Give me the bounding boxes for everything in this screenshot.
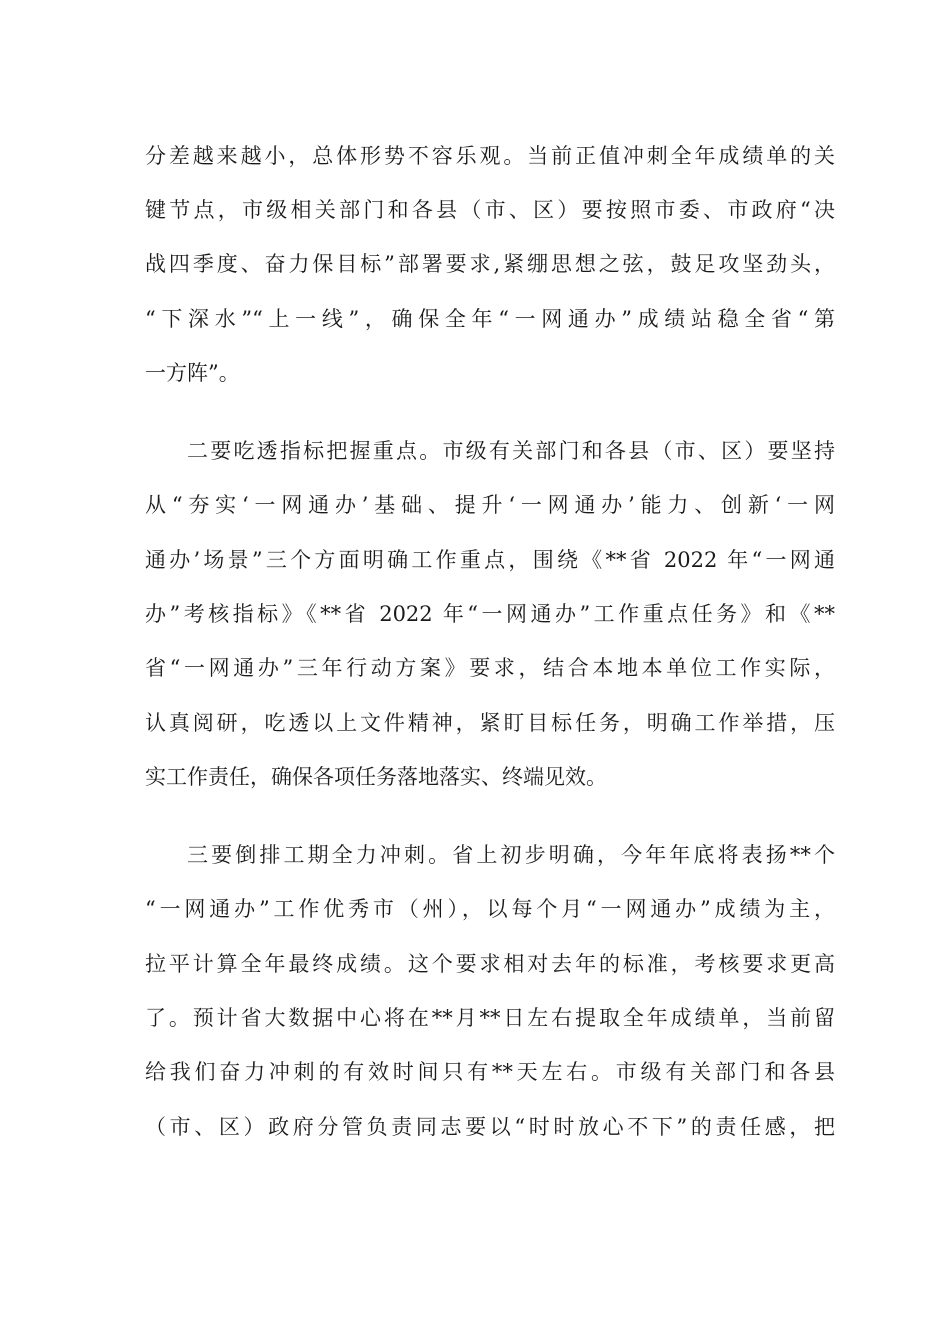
text-line: 从“夯实‘一网通办’基础、提升‘一网通办’能力、创新‘一网 — [145, 493, 835, 517]
text-line: “下深水”“上一线”，确保全年“一网通办”成绩站稳全省“第 — [145, 307, 835, 331]
text-line: 战四季度、奋力保目标”部署要求,紧绷思想之弦，鼓足攻坚劲头， — [145, 252, 835, 276]
text-line: 实工作责任，确保各项任务落地落实、终端见效。 — [145, 765, 607, 789]
text-line: 拉平计算全年最终成绩。这个要求相对去年的标准，考核要求更高 — [145, 952, 835, 976]
text-line: 一方阵”。 — [145, 361, 240, 385]
text-line: 认真阅研，吃透以上文件精神，紧盯目标任务，明确工作举措，压 — [145, 711, 835, 735]
text-line: 省“一网通办”三年行动方案》要求，结合本地本单位工作实际， — [145, 656, 835, 680]
text-line: 给我们奋力冲刺的有效时间只有**天左右。市级有关部门和各县 — [145, 1060, 835, 1084]
text-line: 通办’场景”三个方面明确工作重点，围绕《**省 2022 年“一网通 — [145, 548, 835, 572]
text-line: 三要倒排工期全力冲刺。省上初步明确，今年年底将表扬**个 — [187, 843, 835, 867]
text-line: 了。预计省大数据中心将在**月**日左右提取全年成绩单，当前留 — [145, 1006, 835, 1030]
text-line: 办”考核指标》《**省 2022 年“一网通办”工作重点任务》和《** — [145, 602, 835, 626]
text-line: 分差越来越小，总体形势不容乐观。当前正值冲刺全年成绩单的关 — [145, 144, 835, 168]
text-line: “一网通办”工作优秀市（州），以每个月“一网通办”成绩为主， — [145, 897, 835, 921]
text-line: 键节点，市级相关部门和各县（市、区）要按照市委、市政府“决 — [145, 198, 835, 222]
text-line: （市、区）政府分管负责同志要以“时时放心不下”的责任感，把 — [145, 1115, 835, 1139]
text-line: 二要吃透指标把握重点。市级有关部门和各县（市、区）要坚持 — [187, 439, 835, 463]
